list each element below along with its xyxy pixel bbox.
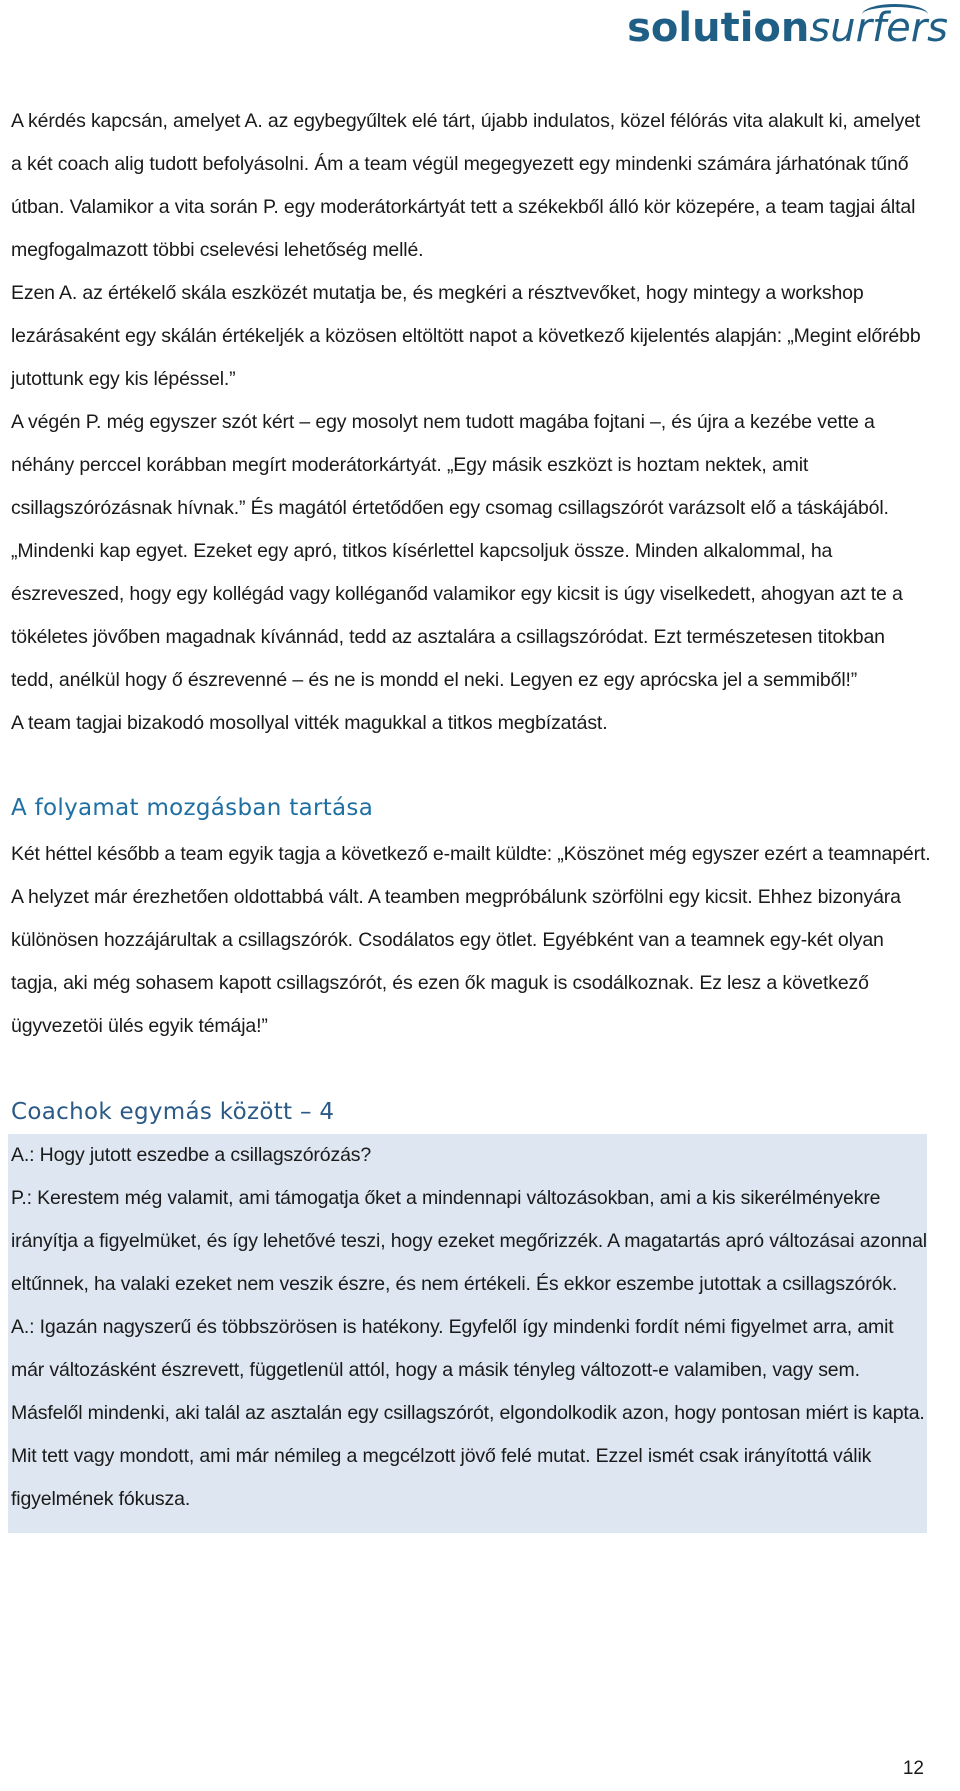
dialogue-paragraph: A.: Igazán nagyszerű és többszörösen is hatékony. Egyfelől így mindenki fordít némi figyelmet arra, amit már változásként észrevett, függetlenül attól, hogy a másik tényleg változott-e valamiben, vagy sem. Másfelől mindenki, aki talál az asztalán egy csillagszórót, elgondolkodik azon, hogy pontosan miért is kapta. Mit tett vagy mondott, ami már némileg a megcélzott jövő felé mutat. Ezzel ismét csak irányítottá válik figyelmének fókusza. <box>11 1316 925 1510</box>
paragraph: Ezen A. az értékelő skála eszközét mutatja be, és megkéri a résztvevőket, hogy mintegy a workshop lezárásaként egy skálán értékeljék a közösen eltöltött napot a következő kijelentés alapján: „Megint előrébb jutottunk egy kis lépéssel.” <box>11 282 921 390</box>
page-number: 12 <box>902 1758 924 1779</box>
section-heading: A folyamat mozgásban tartása <box>11 795 374 821</box>
document-body <box>11 100 931 1533</box>
dialogue-box <box>8 1134 927 1533</box>
logo-text-solution: solution <box>627 5 810 51</box>
paragraph: A team tagjai bizakodó mosollyal vitték magukkal a titkos megbízatást. <box>11 712 608 734</box>
dialogue-paragraph: P.: Kerestem még valamit, ami támogatja őket a mindennapi változásokban, ami a kis sikerélményekre irányítja a figyelmüket, és így lehetővé teszi, hogy ezeket megőrizzék. A magatartás apró változásai azonnal eltűnnek, ha valaki ezeket nem veszik észre, és nem értékeli. És ekkor eszembe jutottak a csillagszórók. <box>11 1187 927 1295</box>
paragraph: A kérdés kapcsán, amelyet A. az egybegyűltek elé tárt, újabb indulatos, közel félórás vita alakult ki, amelyet a két coach alig tudott befolyásolni. Ám a team végül megegyezett egy mindenki számára járhatónak tűnő útban. Valamikor a vita során P. egy moderátorkártyát tett a székekből álló kör közepére, a team tagjai által megfogalmazott többi cselevési lehetőség mellé. <box>11 110 921 261</box>
logo-text-surfers: surfers <box>809 5 948 51</box>
dialogue-paragraph: A.: Hogy jutott eszedbe a csillagszórózás? <box>11 1144 372 1166</box>
paragraph: Két héttel később a team egyik tagja a következő e-mailt küldte: „Köszönet még egyszer ezért a teamnapért. A helyzet már érezhetően oldottabbá vált. A teamben megpróbálunk szörfölni egy kicsit. Ehhez bizonyára különösen hozzájárultak a csillagszórók. Csodálatos egy ötlet. Egyébként van a teamnek egy-két olyan tagja, aki még sohasem kapott csillagszórót, és ezen ők maguk is csodálkoznak. Ez lesz a következő ügyvezetöi ülés egyik témája!” <box>11 843 931 1037</box>
paragraph: A végén P. még egyszer szót kért – egy mosolyt nem tudott magába fojtani –, és újra a kezébe vette a néhány perccel korábban megírt moderátorkártyát. „Egy másik eszközt is hoztam nektek, amit csillagszórózásnak hívnak.” És magától értetődően egy csomag csillagszórót varázsolt elő a táskájából. „Mindenki kap egyet. Ezeket egy apró, titkos kísérlettel kapcsoljuk össze. Minden alkalommal, ha észreveszed, hogy egy kollégád vagy kolléganőd valamikor egy kicsit is úgy viselkedett, ahogyan azt te a tökéletes jövőben magadnak kívánnád, tedd az asztalára a csillagszóródat. Ezt természetesen titokban tedd, anélkül hogy ő észrevenné – és ne is mondd el neki. Legyen ez egy aprócska jel a semmiből!” <box>11 411 903 691</box>
solutionsurfers-logo <box>627 0 948 56</box>
logo-swoosh <box>862 4 928 25</box>
section-heading: Coachok egymás között – 4 <box>11 1099 335 1125</box>
